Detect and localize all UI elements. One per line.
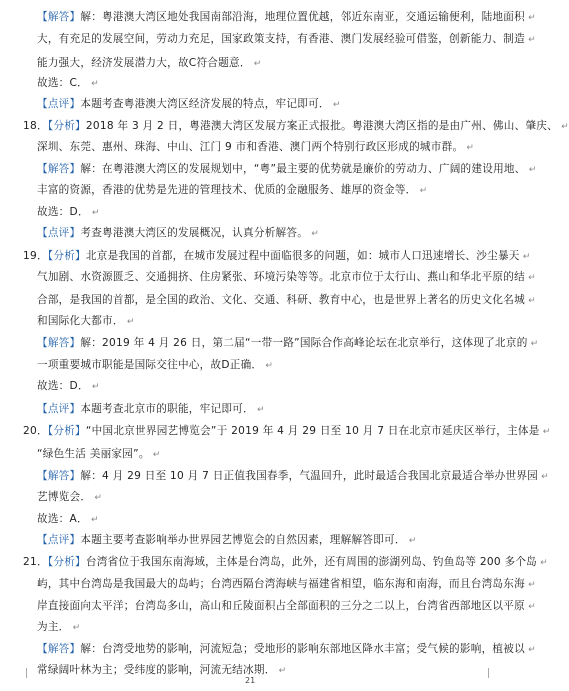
- paragraph-mark: ↵: [250, 59, 262, 69]
- text-line: [37, 336, 538, 351]
- question-number: 18．: [23, 120, 48, 132]
- section-tag: 【分析】: [47, 120, 86, 132]
- line-text: 屿，其中台湾岛是我国最大的岛屿；台湾西隔台湾海峡与福建省相望，临东海和南海，而且台湾岛东海: [37, 578, 525, 590]
- section-tag: 【解答】: [37, 470, 81, 482]
- text-line: [23, 424, 551, 439]
- text-line: [37, 642, 536, 657]
- page-number: 21: [245, 676, 256, 685]
- line-text: 台湾省位于我国东南海域，主体是台湾岛，此外，还有周围的澎湖列岛、钓鱼岛等 200 多个岛: [85, 556, 538, 568]
- line-text: 深圳、东莞、惠州、珠海、中山、江门 9 市和香港、澳门两个特别行政区形成的城市群。: [37, 141, 464, 153]
- line-text: 本题主要考查影响举办世界园艺博览会的自然因素，理解解答即可．: [80, 534, 406, 546]
- line-text: 故选：C．: [37, 77, 89, 89]
- paragraph-mark: ↵: [275, 666, 287, 676]
- section-tag: 【解答】: [37, 643, 81, 655]
- line-text: 解：在粤港澳大湾区的发展规划中，“粤”最主要的优势就是廉价的劳动力、广阔的建设用地、: [80, 163, 526, 175]
- question-number: 20．: [23, 425, 48, 437]
- line-text: 能力强大，经济发展潜力大，故C符合题意．: [37, 57, 251, 69]
- paragraph-mark: ↵: [539, 427, 551, 437]
- paragraph-mark: ↵: [262, 361, 274, 371]
- text-line: [37, 205, 100, 220]
- text-line: [37, 183, 427, 198]
- line-text: 为主．: [37, 621, 70, 633]
- text-line: [37, 32, 536, 47]
- text-line: [37, 162, 537, 177]
- paragraph-mark: ↵: [405, 536, 417, 546]
- line-text: 北京是我国的首都，在城市发展过程中面临很多的问题，如：城市人口迅速增长、沙尘暴天: [85, 250, 520, 262]
- text-line: [23, 249, 531, 264]
- line-text: 一项重要城市职能是国际交往中心，故D正确．: [37, 359, 263, 371]
- text-line: [37, 10, 536, 25]
- paragraph-mark: ↵: [253, 405, 265, 415]
- text-line: [37, 56, 262, 71]
- line-text: 艺博览会．: [37, 491, 92, 503]
- paragraph-mark: ↵: [525, 165, 537, 175]
- paragraph-mark: ↵: [123, 317, 135, 327]
- paragraph-mark: ↵: [524, 35, 536, 45]
- text-line: [37, 599, 536, 614]
- paragraph-mark: ↵: [558, 122, 569, 132]
- text-line: [37, 577, 536, 592]
- section-tag: 【点评】: [37, 403, 81, 415]
- line-text: 解：台湾受地势的影响，河流短急；受地形的影响东部地区降水丰富；受气候的影响，植被以: [80, 643, 525, 655]
- text-line: [37, 620, 80, 635]
- line-text: 本题考查北京市的职能，牢记即可．: [80, 403, 254, 415]
- text-line: [37, 490, 102, 505]
- section-tag: 【解答】: [37, 11, 81, 23]
- paragraph-mark: ↵: [91, 493, 103, 503]
- line-text: 解：2019 年 4 月 26 日，第二届“一带一路”国际合作高峰论坛在北京举行，这体现了北京的: [80, 337, 528, 349]
- text-line: [37, 76, 99, 91]
- line-text: 本题考查粤港澳大湾区经济发展的特点，牢记即可．: [80, 98, 330, 110]
- paragraph-mark: ↵: [149, 450, 161, 460]
- section-tag: 【点评】: [37, 227, 81, 239]
- text-line: [23, 555, 548, 570]
- line-text: 故选：D．: [37, 380, 89, 392]
- paragraph-mark: ↵: [69, 623, 81, 633]
- paragraph-mark: ↵: [524, 296, 536, 306]
- paragraph-mark: ↵: [463, 143, 475, 153]
- line-text: 常绿阔叶林为主；受纬度的影响，河流无结冰期．: [37, 664, 276, 676]
- text-line: [37, 270, 536, 285]
- line-text: 故选：A．: [37, 513, 88, 525]
- section-tag: 【点评】: [37, 534, 81, 546]
- paragraph-mark: ↵: [524, 13, 536, 23]
- line-text: “绿色生活 美丽家园”。: [37, 448, 150, 460]
- line-text: “中国北京世界园艺博览会”于 2019 年 4 月 29 日至 10 月 7 日在北京市延庆区举行，主体是: [85, 425, 540, 437]
- text-line: [23, 119, 569, 134]
- line-text: 和国际化大都市．: [37, 315, 124, 327]
- text-line: [37, 293, 536, 308]
- line-text: 解：4 月 29 日至 10 月 7 日正值我国春季，气温回升，此时最适合我国北京最适合举办世界园: [80, 470, 539, 482]
- text-line: [37, 512, 99, 527]
- paragraph-mark: ↵: [416, 186, 428, 196]
- text-line: [37, 469, 549, 484]
- line-text: 气加剧、水资源匮乏、交通拥挤、住房紧张、环境污染等等。北京市位于太行山、燕山和华北平原的结: [37, 271, 525, 283]
- line-text: 丰富的资源，香港的优势是先进的管理技术、优质的金融服务、雄厚的资金等．: [37, 184, 417, 196]
- line-text: 大，有充足的发展空间，劳动力充足，国家政策支持，有香港、澳门发展经验可借鉴，创新能力、制造: [37, 33, 525, 45]
- paragraph-mark: ↵: [88, 382, 100, 392]
- section-tag: 【分析】: [47, 250, 86, 262]
- line-text: 2018 年 3 月 2 日，粤港澳大湾区发展方案正式报批。粤港澳大湾区指的是由广州、佛山、肇庆、: [85, 120, 558, 132]
- text-line: [37, 402, 265, 417]
- question-number: 19．: [23, 250, 48, 262]
- line-text: 解：粤港澳大湾区地处我国南部沿海，地理位置优越，邻近东南亚，交通运输便利，陆地面积: [80, 11, 525, 23]
- line-text: 合部，是我国的首都，是全国的政治、文化、交通、科研、教育中心，也是世界上著名的历史文化名城: [37, 294, 525, 306]
- section-tag: 【点评】: [37, 98, 81, 110]
- paragraph-mark: ↵: [537, 558, 548, 568]
- paragraph-mark: ↵: [87, 515, 99, 525]
- text-line: [37, 140, 474, 155]
- section-tag: 【分析】: [47, 556, 86, 568]
- paragraph-mark: ↵: [524, 273, 536, 283]
- paragraph-mark: ↵: [524, 602, 536, 612]
- paragraph-mark: ↵: [308, 229, 319, 239]
- paragraph-mark: ↵: [88, 208, 100, 218]
- paragraph-mark: ↵: [524, 580, 536, 590]
- line-text: 故选：D．: [37, 206, 89, 218]
- page-corner-mark: [488, 668, 497, 678]
- text-line: [37, 97, 341, 112]
- page-corner-mark: [18, 668, 27, 678]
- paragraph-mark: ↵: [527, 339, 539, 349]
- text-line: [37, 314, 135, 329]
- paragraph-mark: ↵: [329, 100, 341, 110]
- text-line: [37, 447, 161, 462]
- text-line: [37, 533, 417, 548]
- question-number: 21．: [23, 556, 48, 568]
- section-tag: 【解答】: [37, 337, 81, 349]
- line-text: 岸直接面向太平洋；台湾岛多山，高山和丘陵面积占全部面积的三分之二以上，台湾省西部地区以平原: [37, 600, 525, 612]
- paragraph-mark: ↵: [538, 472, 549, 482]
- paragraph-mark: ↵: [88, 79, 99, 89]
- text-line: [37, 358, 273, 373]
- paragraph-mark: ↵: [524, 645, 536, 655]
- section-tag: 【解答】: [37, 163, 81, 175]
- line-text: 考查粤港澳大湾区的发展概况，认真分析解答。: [80, 227, 309, 239]
- text-line: [37, 379, 100, 394]
- section-tag: 【分析】: [47, 425, 86, 437]
- text-line: [37, 226, 319, 241]
- paragraph-mark: ↵: [519, 252, 531, 262]
